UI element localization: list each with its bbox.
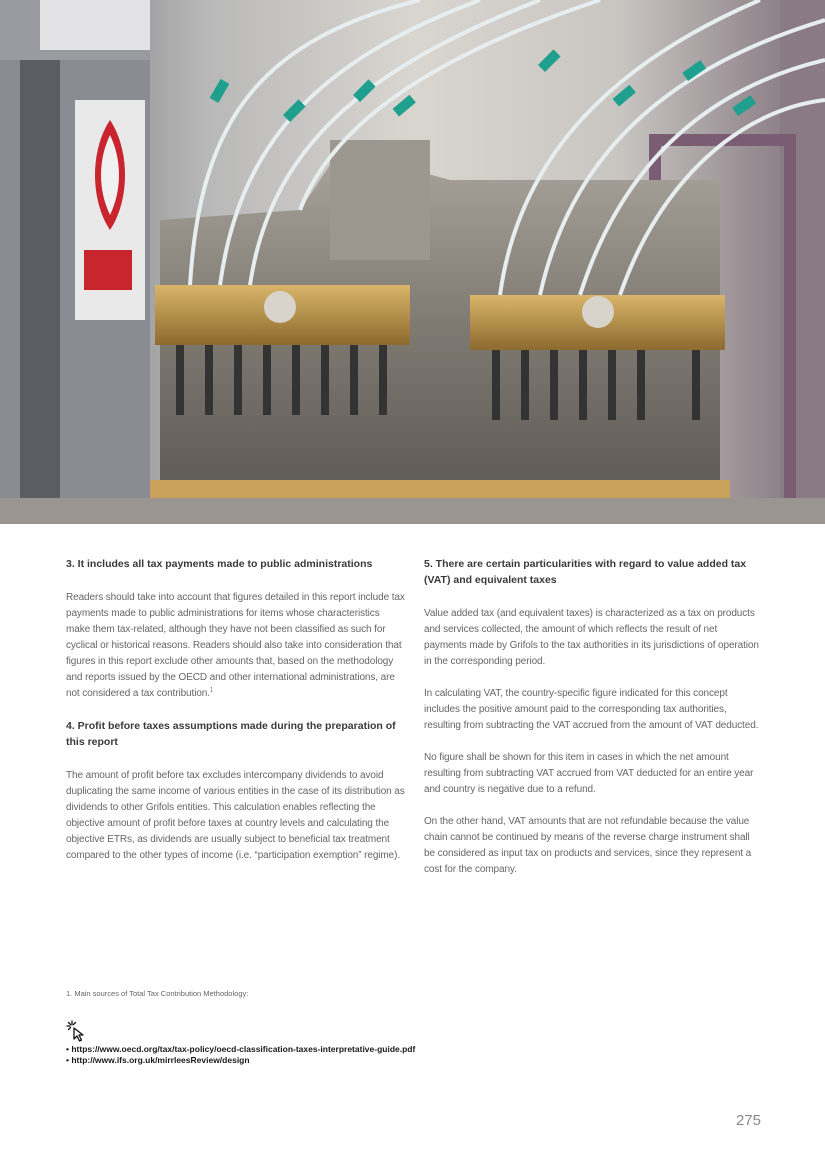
section-5-paragraph-2: In calculating VAT, the country-specific figure indicated for this concept includes the positive amount paid to the corresponding tax authorities, resulting from subtracting the VAT accrued from the amount of VAT deducted.: [424, 688, 759, 731]
section-3-body: Readers should take into account that figures detailed in this report include tax payments made to public administrations for items whose characteristics make them tax-related, although they have not been classified as such for cyclical or historical reasons. Readers should also take into consideration that figures in this report exclude other amounts that, based on the methodology and reports issued by the OECD and other international administrations, are not considered a tax contribution.$^1$: [66, 592, 405, 699]
section-5-paragraph-3: No figure shall be shown for this item in cases in which the net amount resulting from subtracting VAT accrued from VAT deducted for an entire year and country is negative due to a refund.: [424, 752, 754, 795]
pointer-click-icon: [66, 1020, 90, 1042]
section-4-body: The amount of profit before tax excludes intercompany dividends to avoid duplicating the same income of various entities in the case of its distribution as dividends to other Grifols entities. This calculation enables reflecting the objective amount of profit before taxes at country levels and calculating the objective ETRs, as dividends are usually subject to beneficial tax treatment compared to the other types of income (i.e. “participation exemption” regime).: [66, 770, 405, 861]
section-5-paragraph-4: On the other hand, VAT amounts that are not refundable because the value chain cannot be continued by means of the reverse charge instrument shall be considered as input tax on products and services, since they represent a cost for the company.: [424, 816, 752, 875]
link-ifs[interactable]: • http://www.ifs.org.uk/mirrleesReview/design: [66, 1055, 250, 1065]
section-5-heading: 5. There are certain particularities with regard to value added tax (VAT) and equivalent taxes: [424, 558, 747, 586]
footnote-ref[interactable]: 1: [209, 687, 214, 694]
left-column: [66, 556, 406, 864]
source-links: [66, 1044, 415, 1066]
section-4-heading: 4. Profit before taxes assumptions made during the preparation of this report: [66, 720, 396, 748]
right-column: [424, 556, 762, 878]
page-number: 275: [735, 1112, 761, 1129]
section-5-paragraph-1: Value added tax (and equivalent taxes) is characterized as a tax on products and services collected, the amount of which reflects the result of net payments made by Grifols to the tax authorities in its jurisdictions of operation in the corresponding period.: [424, 608, 759, 667]
header-photo: [0, 0, 825, 524]
link-oecd[interactable]: • https://www.oecd.org/tax/tax-policy/oecd-classification-taxes-interpretative-guide.pdf: [66, 1044, 416, 1054]
footnote: 1. Main sources of Total Tax Contribution Methodology:: [66, 989, 249, 998]
section-3-heading: 3. It includes all tax payments made to public administrations: [66, 558, 373, 570]
